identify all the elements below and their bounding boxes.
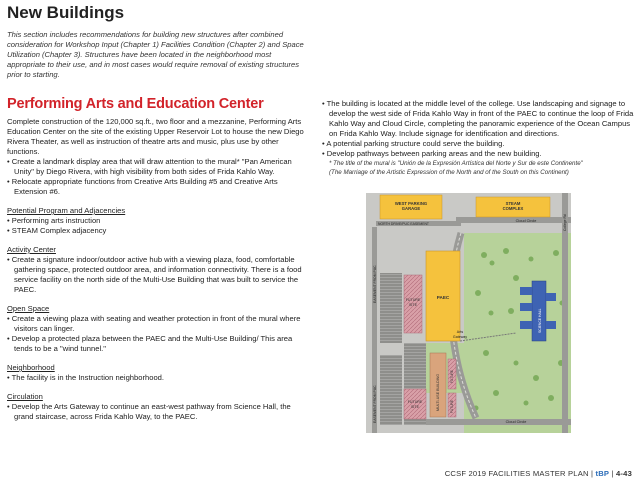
open-space-bullet: • Create a viewing plaza with seating and weather protection in front of the mural where visitors can linger.: [7, 314, 301, 333]
summary-bullet: • Create a landmark display area that will draw attention to the mural* "Pan American Unity" by Diego Rivera, with high visibility from both sides of Frida Kahlo Way.: [7, 157, 292, 176]
footer-separator: |: [591, 469, 594, 478]
section-title: Performing Arts and Education Center: [7, 96, 264, 112]
steam-label-1: STEAM: [505, 201, 521, 206]
program-bullet: • Performing arts instruction: [7, 216, 101, 225]
footer-separator-2: |: [611, 469, 614, 478]
activity-heading: Activity Center: [7, 245, 56, 254]
intro-paragraph: This section includes recommendations for building new structures after combined consideration for Workshop Input (Chapter 1) Facilities Condition (Chapter 2) and Space Utilization (Chapter 3). Structures have been located in the neighborhood most appropriate to their use, and in most cases would require removal of existing structures prior to starting.: [7, 30, 304, 79]
future-small-south-label: FUTURE: [450, 400, 454, 413]
north-drive-label: NORTH DRIVE/PUC EASEMENT: [378, 222, 429, 226]
open-space-bullet: • Develop a protected plaza between the PAEC and the Multi-Use Building/ This area tends to be a "wind tunnel.": [7, 334, 293, 353]
west-parking-label-2: GARAGE: [401, 206, 421, 211]
arts-gateway-label-2: Gateway: [452, 335, 468, 339]
page-footer: [445, 469, 632, 478]
page-title: New Buildings: [7, 3, 125, 22]
arts-gateway-label-1: Arts: [456, 330, 464, 334]
easement-label-upper: EASEMENT FROM PUC: [373, 265, 377, 303]
footer-title: CCSF 2019 FACILITIES MASTER PLAN: [444, 469, 589, 478]
site-plan-map: [366, 193, 571, 433]
circulation-heading: Circulation: [7, 392, 43, 401]
cloud-circle-top-road: [456, 217, 571, 223]
open-space-heading: Open Space: [7, 304, 50, 313]
activity-bullet: • Create a signature indoor/outdoor active hub with a viewing plaza, food, comfortable gathering space, protected outdoor area, and information connectivity. There is a food service facility on the north side of the Multi-Use Building that was built to service the PAEC.: [7, 255, 302, 294]
future-site-south-label-2: SITE: [411, 405, 419, 409]
neighborhood-heading: Neighborhood: [7, 363, 55, 372]
summary-bullet: • Relocate appropriate functions from Creative Arts Building #5 and Creative Arts Extension #6.: [7, 177, 278, 196]
right-bullet: • Develop pathways between parking areas and the new building.: [322, 149, 542, 158]
mural-note-translation: (The Marriage of the Artistic Expression of the North and of the South on this Continent): [329, 169, 569, 176]
right-column: [322, 99, 634, 177]
parking-lot-west: [380, 273, 402, 343]
cloud-circle-bottom-road: [426, 419, 571, 425]
site-plan-svg: [366, 193, 571, 433]
future-site-south: [404, 389, 426, 419]
future-site-north-label-1: FUTURE: [405, 298, 421, 302]
paec-label: PAEC: [436, 295, 450, 300]
west-parking-label-1: WEST PARKING: [394, 201, 428, 206]
program-heading: Potential Program and Adjacencies: [7, 206, 126, 215]
left-column: [7, 117, 309, 422]
future-site-north-label-2: SITE: [409, 303, 417, 307]
right-bullet: • The building is located at the middle level of the college. Use landscaping and signage to develop the west side of Frida Kahlo Way in front of the PAEC to continue the loop of Frida Kahlo Way and Cloud Circle, completing the panoramic experience of the Ocean Campus on Frida Kahlo Way. Include signage for identification and directions.: [322, 99, 634, 138]
page-number: 4-43: [616, 469, 632, 478]
cloud-circle-top-label: Cloud Circle: [515, 219, 537, 223]
future-site-south-label-1: FUTURE: [407, 400, 423, 404]
easement-label-lower: EASEMENT FROM PUC: [373, 385, 377, 423]
right-bullet: • A potential parking structure could serve the building.: [322, 139, 505, 148]
mural-note: * The title of the mural is "Unión de la Expresión Artística del Norte y Sur de este Continente": [329, 160, 583, 167]
parking-lot-southwest: [380, 355, 402, 425]
lawn-east: [464, 233, 571, 433]
science-hall-label: SCIENCE HALL: [538, 308, 542, 333]
footer-brand: tBP: [595, 469, 610, 478]
neighborhood-bullet: • The facility is in the Instruction neighborhood.: [7, 373, 165, 382]
multi-use-label: MULTI-USE BUILDING: [436, 373, 440, 411]
program-bullet: • STEAM Complex adjacency: [7, 226, 107, 235]
future-small-north-label: FUTURE: [450, 370, 454, 383]
summary-paragraph: Complete construction of the 120,000 sq.ft., two floor and a mezzanine, Performing Arts Education Center on the site of the existing Upper Reservoir Lot to house the new Diego Rivera Theater, as well as instruction of theatre arts and music, plus use by other functions.: [7, 117, 304, 156]
circulation-bullet: • Develop the Arts Gateway to continue an east-west pathway from Science Hall, the grand staircase, across Frida Kahlo Way, to the PAEC.: [7, 402, 291, 421]
steam-label-2: COMPLEX: [502, 206, 524, 211]
cloud-circle-bottom-label: Cloud Circle: [505, 420, 527, 424]
college-road-label: College Rd: [563, 214, 567, 231]
